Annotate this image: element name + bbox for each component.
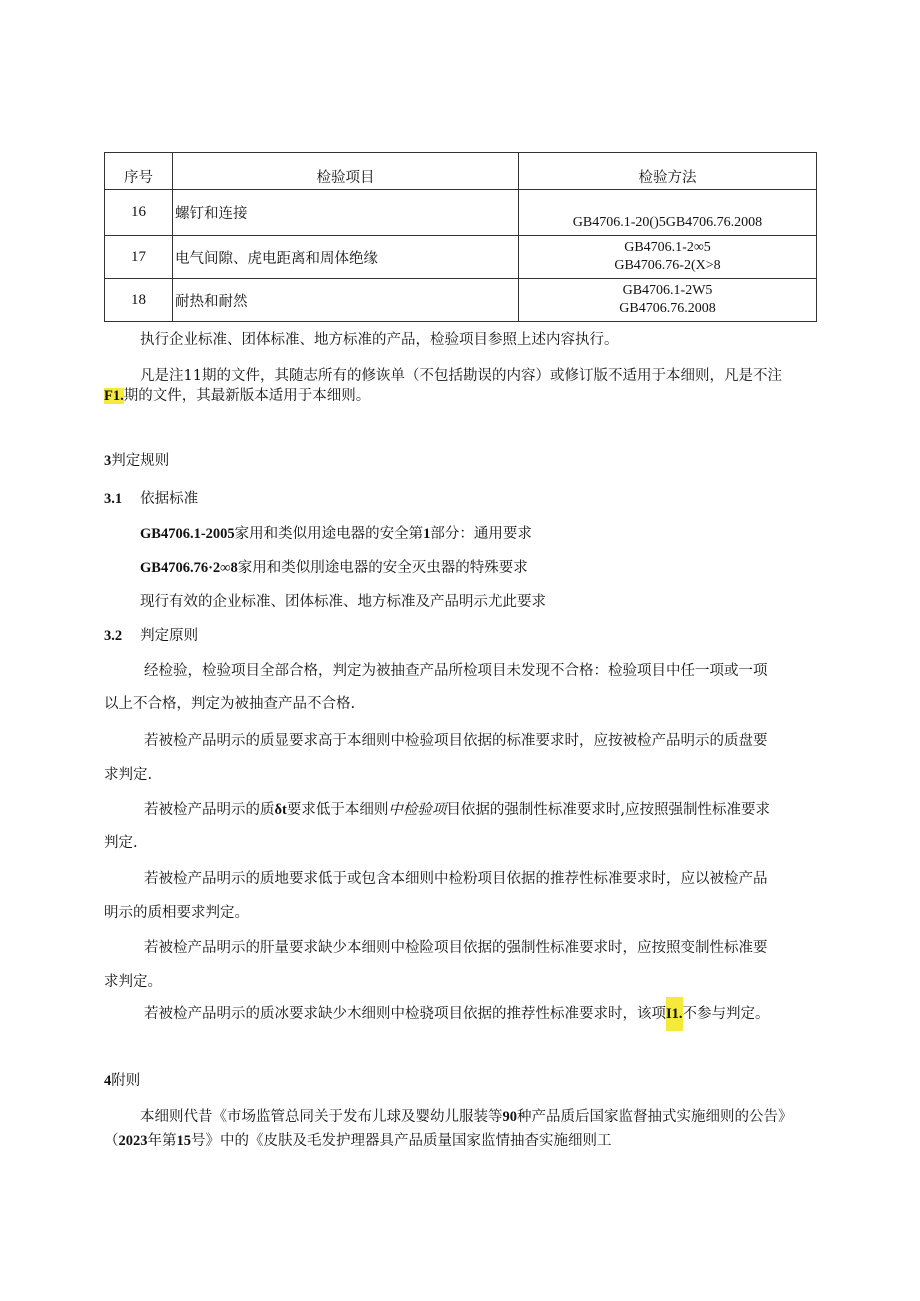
rule-paragraph-3-line-1 [144,800,770,820]
header-method: 检验方法 [519,153,817,190]
appendix-line-2 [104,1131,612,1151]
section-4-heading [104,1071,140,1091]
text-run: 1 [423,526,431,542]
text-run: 本细则代昔《市场监管总同关于发布儿球及婴幼儿服装等 [140,1109,503,1125]
highlight-mark: I1. [666,997,683,1031]
standard-1 [140,524,532,544]
method-line: GB4706.1-20()5GB4706.76.2008 [572,215,763,230]
row-seq: 16 [105,190,173,236]
text-run: （ [104,1133,119,1149]
row-seq: 18 [105,279,173,322]
table-header-row [105,153,817,190]
text-run: 不参与判定。 [682,1006,770,1022]
standard-code: GB4706.1-2005 [140,526,235,542]
text-run: 90 [502,1109,517,1125]
row-item: 螺钉和连接 [173,190,519,236]
section-3-heading [104,451,169,471]
rule-paragraph-4-line-2: 明示的质相要求判定。 [104,905,249,921]
text-run: 期的文件，其最新版本适用于本细则。 [123,388,371,404]
method-line: GB4706.1-2∞5 [624,240,711,255]
header-item: 检验项目 [173,153,519,190]
text-run: 要求低于本细则 [286,802,389,818]
rule-paragraph-6 [144,1004,770,1024]
highlight-mark: F1. [104,388,124,404]
heading-text: 判定原则 [140,628,199,644]
text-run: 部分：通用要求 [430,526,532,542]
heading-text: 依据标准 [140,491,199,507]
rule-paragraph-1-line-1: 经检验，检验项目全部合格，判定为被抽查产品所检项目未发现不合格：检验项目中任一项或一项 [144,663,768,679]
heading-text: 附则 [111,1073,141,1089]
row-seq: 17 [105,236,173,279]
rule-paragraph-5-line-1: 若被检产品明示的肝量要求缺少本细则中检险项目依据的强制性标准要求时，应按照变制性标准要 [144,940,768,956]
row-method [519,190,817,236]
row-method [519,279,817,322]
text-run: 号》中的《皮肤及毛发护理器具产品质量国家监情抽杳实施细则工 [191,1133,612,1149]
text-run: 15 [176,1133,191,1149]
method-line: GB4706.76-2(X>8 [614,258,721,273]
method-line: GB4706.76.2008 [619,301,716,316]
rule-paragraph-2-line-1: 若被检产品明示的质显要求高于本细则中检验项目依据的标准要求时，应按被检产品明示的质盘要 [144,733,768,749]
standard-3: 现行有效的企业标准、团体标准、地方标准及产品明示尤此要求 [140,594,546,610]
rule-paragraph-3-line-2: 判定. [104,835,138,851]
note-paragraph-2-line-1: 凡是注11期的文件，其随志所有的修诙单（不包括勘误的内容）或修订版不适用于本细则，凡是不注 [140,368,782,384]
inspection-table [104,152,817,322]
appendix-line-1 [140,1107,793,1127]
row-item: 电气间隙、虎电距离和周体绝缘 [173,236,519,279]
text-run: 若被检产品明示的质冰要求缺少木细则中检骁项目依据的推荐性标准要求时，该项 [144,1006,666,1022]
rule-paragraph-4-line-1: 若被检产品明示的质地要求低于或包含本细则中检粉项目依据的推荐性标准要求时，应以被检产品 [144,871,768,887]
table-row [105,236,817,279]
text-run: 2023 [118,1133,148,1149]
text-run: 若被检产品明示的质 [144,802,275,818]
text-run: 年第 [147,1133,177,1149]
heading-number: 3.1 [104,491,123,507]
text-run: δt [274,802,287,818]
table-row [105,190,817,236]
row-item: 耐热和耐然 [173,279,519,322]
heading-text: 判定规则 [111,453,170,469]
text-run: 中检验项 [388,802,447,818]
header-seq: 序号 [105,153,173,190]
heading-number: 3.2 [104,628,123,644]
note-paragraph-2-line-2 [104,386,370,406]
rule-paragraph-2-line-2: 求判定. [104,767,153,783]
rule-paragraph-5-line-2: 求判定。 [104,974,162,990]
text-run: 家用和类似用途电器的安全第 [234,526,424,542]
text-run: 目依据的强制性标准要求时,应按照强制性标准要求 [446,802,770,818]
rule-paragraph-1-line-2: 以上不合格，判定为被抽查产品不合格. [104,696,356,712]
section-3-1-heading [104,489,198,509]
text-run: 种产品质后国家监督抽式实施细则的公告》 [517,1109,793,1125]
note-paragraph-1: 执行企业标准、团体标准、地方标准的产品，检验项目参照上述内容执行。 [140,332,619,348]
table-row [105,279,817,322]
row-method [519,236,817,279]
heading-number: 4 [104,1073,112,1089]
section-3-2-heading [104,626,198,646]
standard-code: GB4706.76·2∞8 [140,560,238,576]
standard-2 [140,558,528,578]
method-line: GB4706.1-2W5 [622,283,713,298]
text-run: 家用和类似刖途电器的安全灭虫器的特殊要求 [237,560,528,576]
heading-number: 3 [104,453,112,469]
